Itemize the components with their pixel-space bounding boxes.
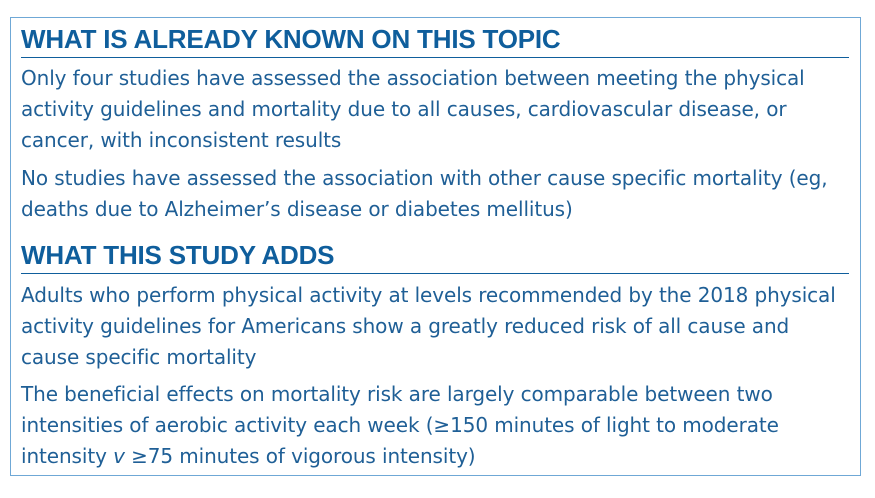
known-point-1: Only four studies have assessed the association between meeting the physical activity guidelines and mortality due to all causes, cardiovascular disease, or cancer, with inconsistent results <box>21 66 805 152</box>
adds-heading-rule <box>21 273 849 274</box>
adds-point-2 <box>21 379 853 472</box>
adds-point-1: Adults who perform physical activity at levels recommended by the 2018 physical activity guidelines for Americans show a greatly reduced risk of all cause and cause specific mortality <box>21 283 836 369</box>
adds-point-2-text-a: The beneficial effects on mortality risk are largely comparable between two intensities of aerobic activity each week (≥150 minutes of light to moderate intensity <box>21 382 779 468</box>
known-point-2: No studies have assessed the association with other cause specific mortality (eg, deaths due to Alzheimer’s disease or diabetes mellitus) <box>21 166 828 221</box>
known-heading-rule <box>21 57 849 58</box>
adds-point-2-versus: v <box>113 444 125 468</box>
adds-point-2-text-b: ≥75 minutes of vigorous intensity) <box>124 444 476 468</box>
known-heading: WHAT IS ALREADY KNOWN ON THIS TOPIC <box>21 24 561 54</box>
adds-heading: WHAT THIS STUDY ADDS <box>21 240 335 270</box>
